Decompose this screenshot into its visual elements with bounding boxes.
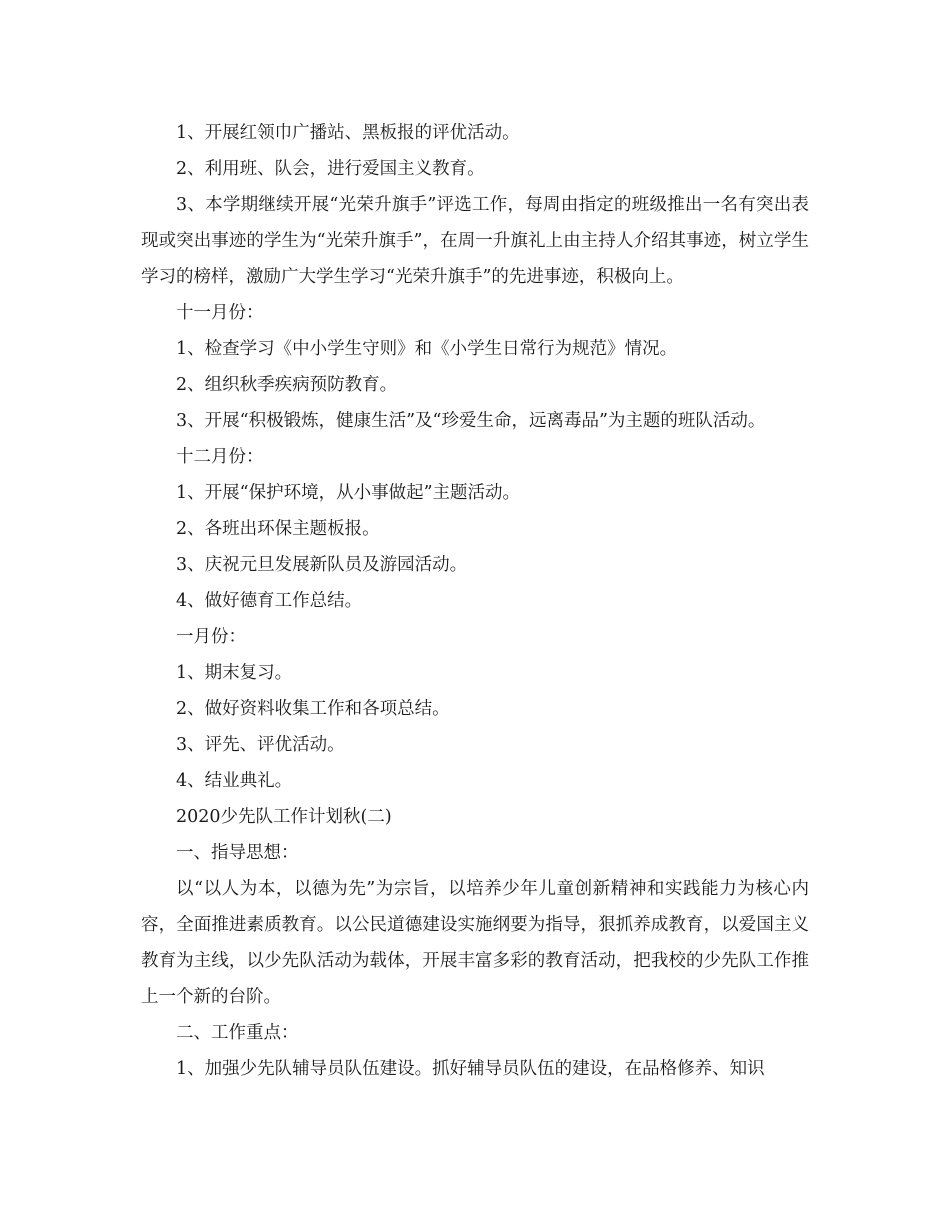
guiding-paragraph: 以“以人为本，以德为先”为宗旨，以培养少年儿童创新精神和实践能力为核心内容，全面推进素质教育。以公民道德建设实施纲要为指导，狠抓养成教育，以爱国主义教育为主线，以少先队活动为载体，开展丰富多彩的教育活动，把我校的少先队工作推上一个新的台阶。 [141,879,809,1007]
december-item-3: 3、庆祝元旦发展新队员及游园活动。 [176,555,468,575]
january-item-2: 2、做好资料收集工作和各项总结。 [176,699,450,719]
december-item-4: 4、做好德育工作总结。 [176,591,363,611]
december-item-1: 1、开展“保护环境，从小事做起”主题活动。 [176,483,521,503]
october-item-1: 1、开展红领巾广播站、黑板报的评优活动。 [176,123,520,143]
november-item-2: 2、组织秋季疾病预防教育。 [176,375,398,395]
november-item-3: 3、开展“积极锻炼，健康生活”及“珍爱生命，远离毒品”为主题的班队活动。 [176,411,766,431]
section-title: 2020少先队工作计划秋(二) [176,807,392,827]
december-heading: 十二月份： [176,447,264,467]
focus-heading: 二、工作重点： [176,1023,299,1043]
guiding-heading: 一、指导思想： [176,843,299,863]
november-heading: 十一月份： [176,303,264,323]
november-item-1: 1、检查学习《中小学生守则》和《小学生日常行为规范》情况。 [176,339,678,359]
october-item-2: 2、利用班、队会，进行爱国主义教育。 [176,159,485,179]
january-item-3: 3、评先、评优活动。 [176,735,345,755]
document-body [141,115,809,1087]
january-item-1: 1、期末复习。 [176,663,293,683]
december-item-2: 2、各班出环保主题板报。 [176,519,380,539]
january-heading: 一月份： [176,627,246,647]
focus-item-1: 1、加强少先队辅导员队伍建设。抓好辅导员队伍的建设，在品格修养、知识 [176,1059,765,1079]
october-item-3-paragraph: 3、本学期继续开展“光荣升旗手”评选工作，每周由指定的班级推出一名有突出表现或突出事迹的学生为“光荣升旗手”，在周一升旗礼上由主持人介绍其事迹，树立学生学习的榜样，激励广大学生学习“光荣升旗手”的先进事迹，积极向上。 [141,195,809,287]
january-item-4: 4、结业典礼。 [176,771,293,791]
